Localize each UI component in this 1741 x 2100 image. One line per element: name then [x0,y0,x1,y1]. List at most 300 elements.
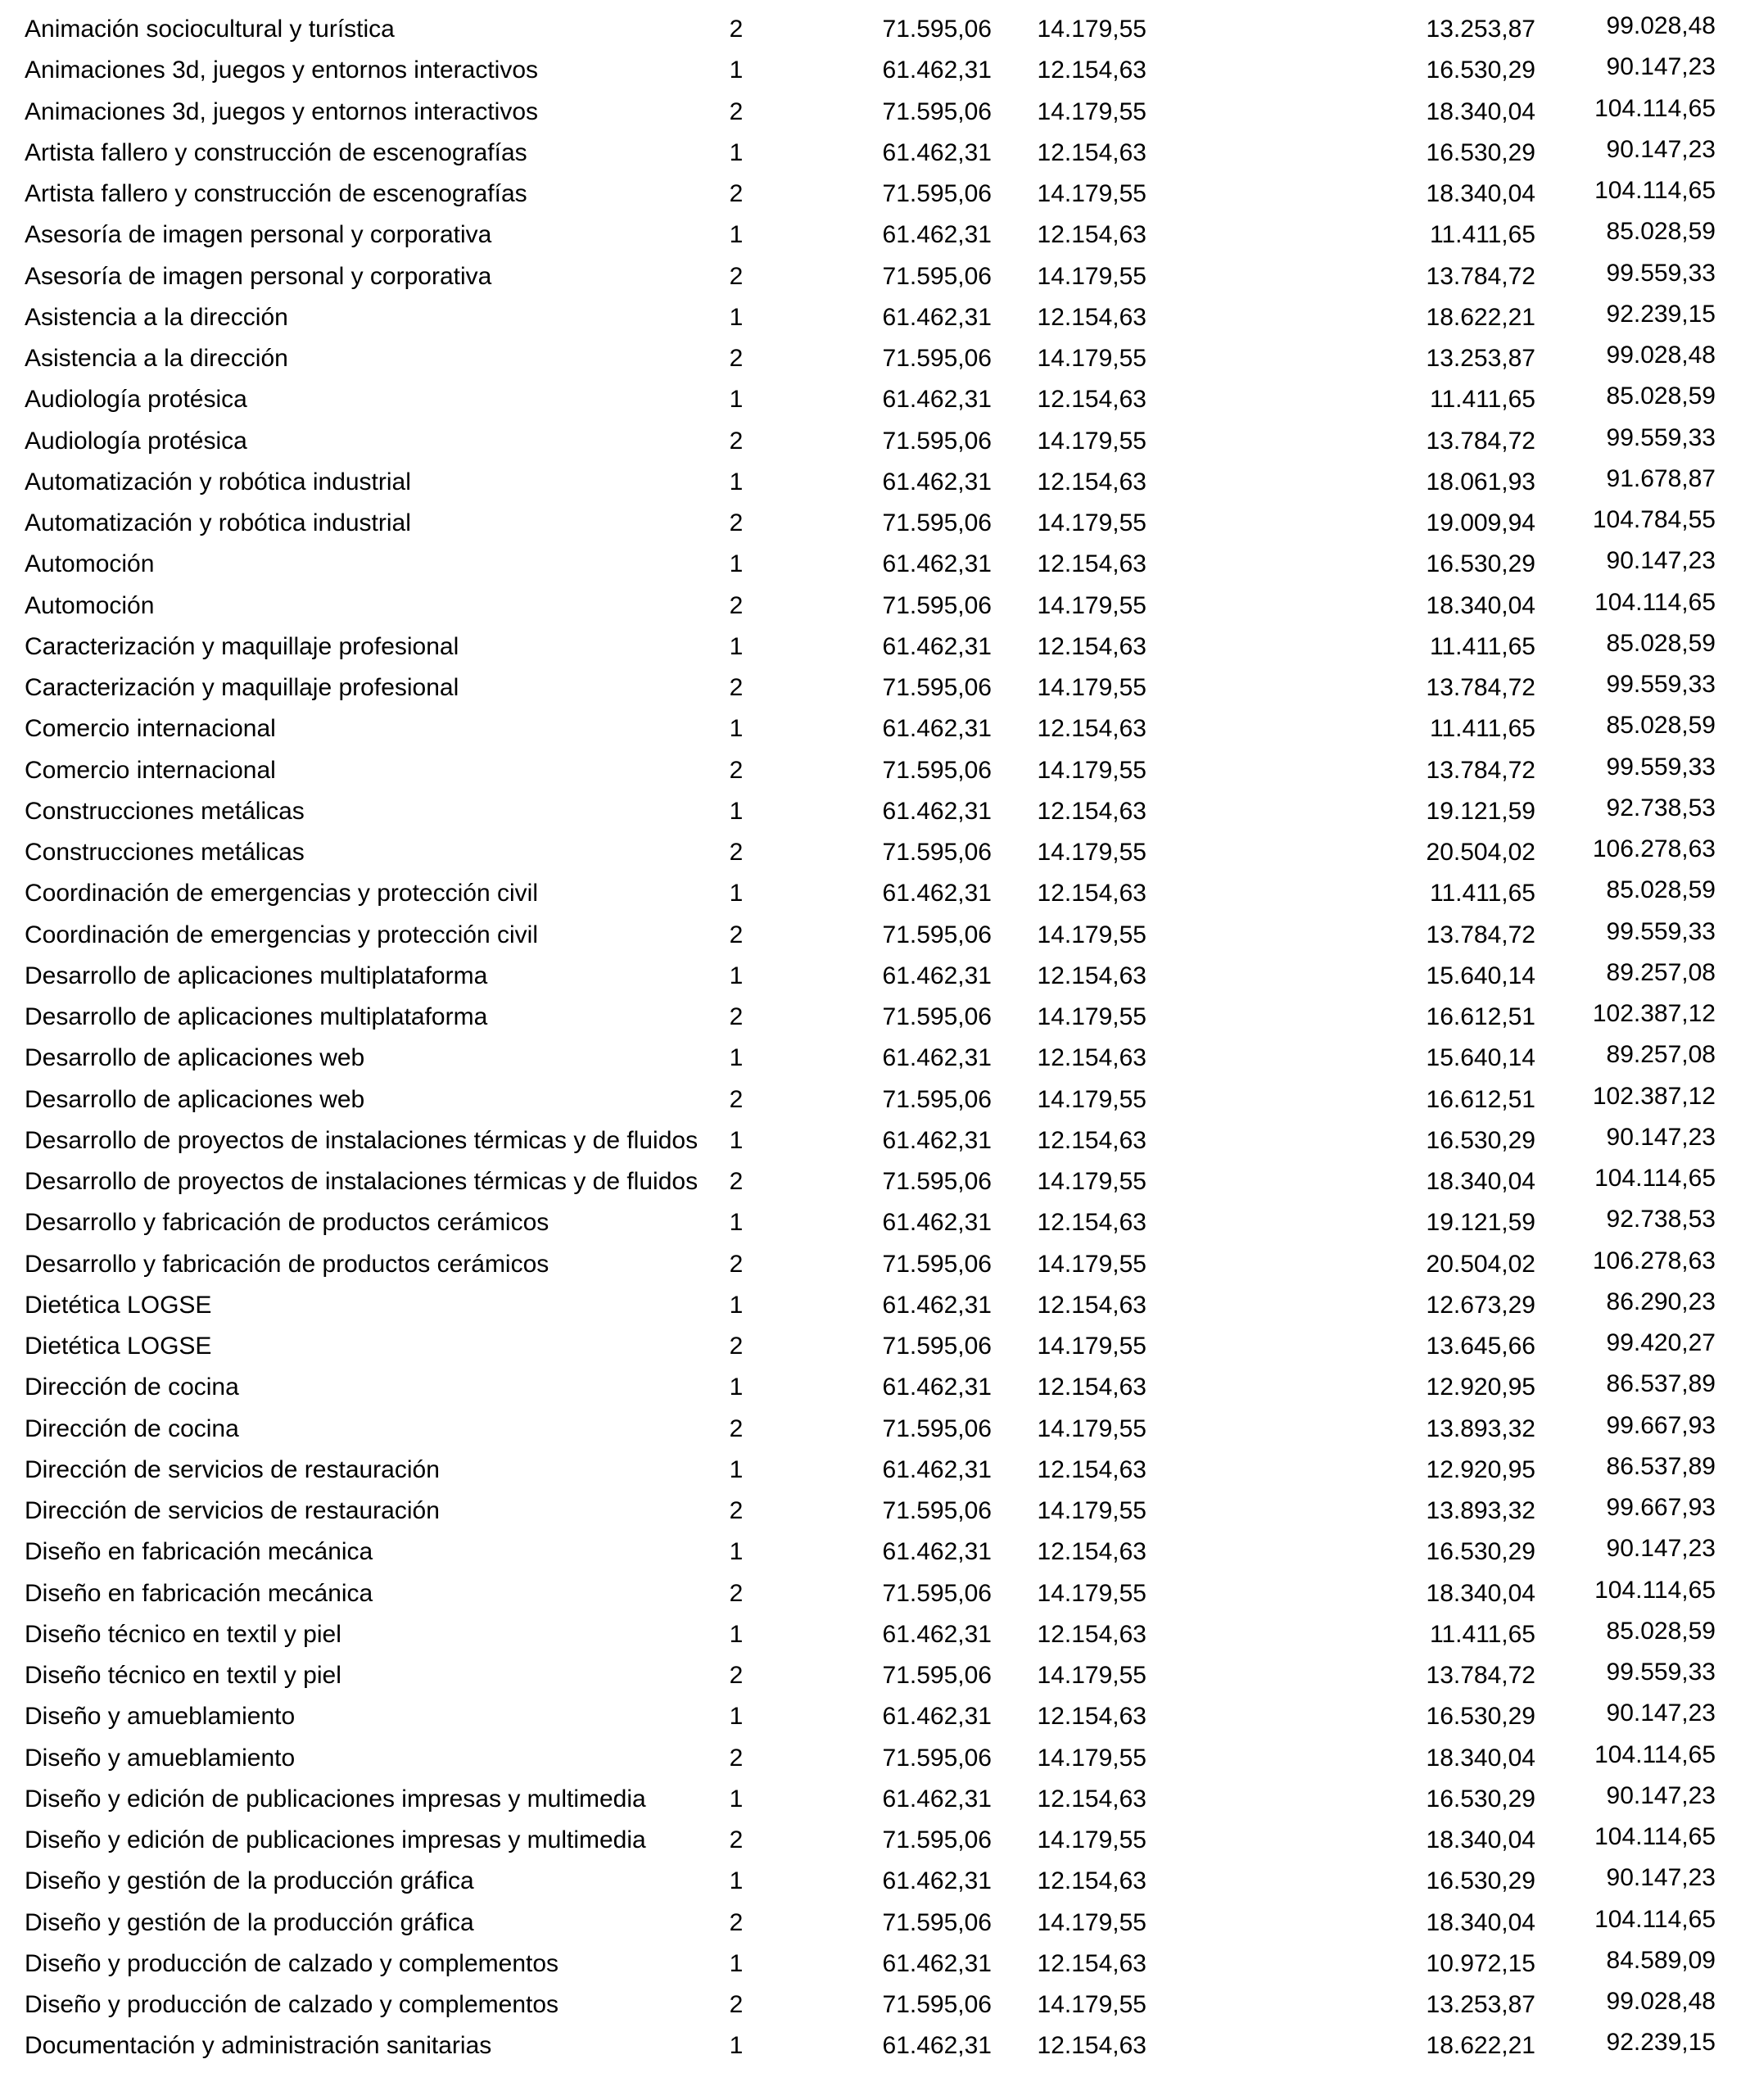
row-value-a-cell: 71.595,06 [882,509,992,536]
table-row [0,342,1741,383]
row-name-cell: Animación sociocultural y turística [25,16,395,43]
table-row [0,219,1741,260]
row-year-cell: 2 [729,1908,744,1936]
row-value-a-cell: 61.462,31 [882,57,992,84]
row-name-cell: Desarrollo de proyectos de instalaciones térmicas y de fluidos [25,1126,699,1154]
row-value-a-cell: 71.595,06 [882,839,992,866]
row-value-a-cell: 61.462,31 [882,550,992,578]
table-row [0,2030,1741,2071]
row-value-b-cell: 14.179,55 [1037,921,1146,948]
row-value-b-cell: 12.154,63 [1037,797,1146,825]
row-name-cell: Desarrollo de aplicaciones multiplataforma [25,962,488,989]
row-year-cell: 1 [729,1374,744,1401]
row-value-b-cell: 12.154,63 [1037,962,1146,989]
row-year-cell: 2 [729,674,744,701]
row-value-b-cell: 14.179,55 [1037,509,1146,536]
row-total-cell: 104.114,65 [1594,177,1716,204]
row-value-b-cell: 12.154,63 [1037,1374,1146,1401]
row-value-c-cell: 13.784,72 [1426,1662,1535,1689]
row-value-b-cell: 14.179,55 [1037,1991,1146,2018]
row-value-c-cell: 20.504,02 [1426,839,1535,866]
table-row [0,466,1741,507]
row-name-cell: Construcciones metálicas [25,839,305,866]
row-total-cell: 85.028,59 [1606,218,1716,246]
row-value-c-cell: 16.530,29 [1426,550,1535,578]
row-total-cell: 99.559,33 [1606,1659,1716,1686]
row-total-cell: 89.257,08 [1606,1041,1716,1069]
table-row [0,1824,1741,1865]
row-value-a-cell: 61.462,31 [882,1209,992,1237]
row-value-b-cell: 14.179,55 [1037,674,1146,701]
row-year-cell: 1 [729,962,744,989]
row-value-b-cell: 14.179,55 [1037,591,1146,619]
row-name-cell: Comercio internacional [25,715,276,743]
row-name-cell: Diseño y gestión de la producción gráfica [25,1908,474,1936]
row-value-b-cell: 12.154,63 [1037,1455,1146,1483]
table-row [0,178,1741,219]
row-value-a-cell: 61.462,31 [882,1785,992,1813]
row-value-c-cell: 18.061,93 [1426,468,1535,496]
row-value-c-cell: 13.784,72 [1426,756,1535,784]
row-total-cell: 104.784,55 [1592,506,1716,533]
table-row [0,301,1741,342]
row-name-cell: Audiología protésica [25,427,247,455]
row-value-c-cell: 12.920,95 [1426,1455,1535,1483]
row-name-cell: Automoción [25,550,155,578]
table-row [0,1371,1741,1412]
row-year-cell: 1 [729,221,744,249]
table-row [0,1454,1741,1495]
row-total-cell: 99.559,33 [1606,259,1716,287]
row-value-a-cell: 61.462,31 [882,1703,992,1731]
row-value-b-cell: 14.179,55 [1037,756,1146,784]
row-year-cell: 1 [729,1620,744,1648]
table-row [0,754,1741,795]
row-value-b-cell: 14.179,55 [1037,16,1146,43]
row-value-c-cell: 13.645,66 [1426,1333,1535,1360]
row-year-cell: 2 [729,97,744,125]
row-name-cell: Artista fallero y construcción de escenografías [25,138,527,166]
row-year-cell: 1 [729,386,744,414]
row-value-b-cell: 14.179,55 [1037,427,1146,455]
row-year-cell: 1 [729,1538,744,1566]
row-value-b-cell: 14.179,55 [1037,1497,1146,1524]
row-total-cell: 99.420,27 [1606,1329,1716,1356]
row-value-a-cell: 71.595,06 [882,1744,992,1772]
row-name-cell: Diseño en fabricación mecánica [25,1538,373,1566]
row-name-cell: Desarrollo de aplicaciones web [25,1044,365,1072]
row-value-c-cell: 11.411,65 [1429,386,1535,414]
row-value-c-cell: 11.411,65 [1429,715,1535,743]
row-year-cell: 1 [729,1867,744,1895]
row-value-b-cell: 14.179,55 [1037,1085,1146,1113]
row-name-cell: Automatización y robótica industrial [25,468,411,496]
row-name-cell: Asistencia a la dirección [25,303,288,331]
row-value-a-cell: 61.462,31 [882,303,992,331]
row-value-c-cell: 13.784,72 [1426,921,1535,948]
row-total-cell: 102.387,12 [1592,1082,1716,1110]
row-value-b-cell: 12.154,63 [1037,1949,1146,1977]
row-name-cell: Construcciones metálicas [25,797,305,825]
row-name-cell: Dirección de cocina [25,1374,239,1401]
row-value-b-cell: 14.179,55 [1037,1908,1146,1936]
row-value-b-cell: 14.179,55 [1037,1250,1146,1278]
row-total-cell: 99.559,33 [1606,423,1716,451]
row-total-cell: 90.147,23 [1606,1123,1716,1151]
row-value-a-cell: 61.462,31 [882,632,992,660]
row-name-cell: Asesoría de imagen personal y corporativa [25,221,492,249]
row-name-cell: Animaciones 3d, juegos y entornos interactivos [25,57,539,84]
row-total-cell: 106.278,63 [1592,835,1716,862]
row-name-cell: Dirección de servicios de restauración [25,1455,440,1483]
row-value-b-cell: 12.154,63 [1037,1785,1146,1813]
table-row [0,672,1741,713]
row-total-cell: 90.147,23 [1606,547,1716,575]
table-row [0,54,1741,95]
row-total-cell: 90.147,23 [1606,53,1716,81]
row-total-cell: 99.028,48 [1606,1988,1716,2015]
row-year-cell: 1 [729,57,744,84]
table-row [0,1001,1741,1042]
row-total-cell: 92.239,15 [1606,2029,1716,2057]
row-year-cell: 2 [729,16,744,43]
table-row [0,1865,1741,1906]
row-value-a-cell: 71.595,06 [882,180,992,207]
row-name-cell: Diseño y gestión de la producción gráfica [25,1867,474,1895]
row-value-a-cell: 61.462,31 [882,1538,992,1566]
row-value-b-cell: 14.179,55 [1037,1662,1146,1689]
row-total-cell: 89.257,08 [1606,958,1716,986]
row-value-c-cell: 13.893,32 [1426,1497,1535,1524]
row-value-c-cell: 16.612,51 [1426,1003,1535,1030]
row-value-c-cell: 19.121,59 [1426,797,1535,825]
row-value-c-cell: 13.893,32 [1426,1414,1535,1442]
row-value-b-cell: 12.154,63 [1037,1867,1146,1895]
row-value-c-cell: 19.121,59 [1426,1209,1535,1237]
table-row [0,960,1741,1001]
row-year-cell: 2 [729,262,744,290]
table-row [0,1700,1741,1741]
row-name-cell: Dietética LOGSE [25,1333,212,1360]
row-value-c-cell: 13.784,72 [1426,674,1535,701]
row-value-a-cell: 71.595,06 [882,1497,992,1524]
row-name-cell: Audiología protésica [25,386,247,414]
table-row [0,1948,1741,1989]
row-year-cell: 2 [729,756,744,784]
table-row [0,260,1741,301]
row-year-cell: 2 [729,345,744,372]
row-value-b-cell: 12.154,63 [1037,386,1146,414]
row-year-cell: 2 [729,1333,744,1360]
row-year-cell: 2 [729,921,744,948]
row-year-cell: 2 [729,839,744,866]
row-name-cell: Diseño y producción de calzado y complementos [25,1949,559,1977]
table-row [0,1659,1741,1700]
table-row [0,1577,1741,1618]
row-total-cell: 99.559,33 [1606,917,1716,945]
row-value-c-cell: 10.972,15 [1426,1949,1535,1977]
row-value-b-cell: 14.179,55 [1037,97,1146,125]
row-value-a-cell: 71.595,06 [882,262,992,290]
row-year-cell: 2 [729,1744,744,1772]
row-value-b-cell: 14.179,55 [1037,262,1146,290]
row-name-cell: Diseño y amueblamiento [25,1703,296,1731]
row-year-cell: 2 [729,1003,744,1030]
table-row [0,836,1741,877]
row-name-cell: Diseño y amueblamiento [25,1744,296,1772]
row-value-c-cell: 16.530,29 [1426,1785,1535,1813]
row-value-a-cell: 61.462,31 [882,1867,992,1895]
row-value-a-cell: 61.462,31 [882,1291,992,1319]
row-value-c-cell: 13.784,72 [1426,262,1535,290]
row-name-cell: Documentación y administración sanitarias [25,2032,492,2060]
row-total-cell: 85.028,59 [1606,712,1716,740]
table-row [0,713,1741,754]
table-row [0,631,1741,672]
row-value-c-cell: 16.612,51 [1426,1085,1535,1113]
row-value-b-cell: 12.154,63 [1037,1126,1146,1154]
row-value-c-cell: 12.920,95 [1426,1374,1535,1401]
table-row [0,1413,1741,1454]
row-value-b-cell: 12.154,63 [1037,221,1146,249]
row-value-b-cell: 14.179,55 [1037,1826,1146,1853]
row-total-cell: 86.537,89 [1606,1370,1716,1398]
row-name-cell: Desarrollo de aplicaciones multiplataforma [25,1003,488,1030]
row-value-a-cell: 61.462,31 [882,715,992,743]
table-row [0,548,1741,589]
row-total-cell: 92.239,15 [1606,300,1716,328]
table-row [0,1618,1741,1659]
row-year-cell: 1 [729,1126,744,1154]
row-value-b-cell: 12.154,63 [1037,1538,1146,1566]
row-year-cell: 1 [729,1455,744,1483]
row-value-b-cell: 12.154,63 [1037,468,1146,496]
row-total-cell: 86.290,23 [1606,1288,1716,1315]
row-year-cell: 2 [729,591,744,619]
row-value-b-cell: 12.154,63 [1037,1620,1146,1648]
row-value-b-cell: 12.154,63 [1037,2032,1146,2060]
row-total-cell: 85.028,59 [1606,1617,1716,1645]
row-value-b-cell: 12.154,63 [1037,632,1146,660]
table-row [0,1206,1741,1247]
table-row [0,507,1741,548]
row-total-cell: 104.114,65 [1594,588,1716,616]
row-value-c-cell: 11.411,65 [1429,632,1535,660]
row-value-c-cell: 11.411,65 [1429,1620,1535,1648]
row-year-cell: 2 [729,1250,744,1278]
row-total-cell: 84.589,09 [1606,1946,1716,1974]
table-row [0,1330,1741,1371]
row-year-cell: 1 [729,880,744,907]
table-row [0,1783,1741,1824]
row-value-a-cell: 71.595,06 [882,1826,992,1853]
row-name-cell: Automoción [25,591,155,619]
row-year-cell: 2 [729,1497,744,1524]
row-value-a-cell: 71.595,06 [882,1333,992,1360]
row-total-cell: 99.667,93 [1606,1411,1716,1439]
row-value-c-cell: 18.340,04 [1426,1168,1535,1195]
row-value-a-cell: 71.595,06 [882,591,992,619]
row-value-b-cell: 14.179,55 [1037,1003,1146,1030]
row-name-cell: Coordinación de emergencias y protección civil [25,921,538,948]
row-year-cell: 1 [729,632,744,660]
row-value-b-cell: 12.154,63 [1037,550,1146,578]
row-value-a-cell: 71.595,06 [882,1662,992,1689]
row-name-cell: Desarrollo de proyectos de instalaciones térmicas y de fluidos [25,1168,699,1195]
row-value-a-cell: 71.595,06 [882,1168,992,1195]
row-year-cell: 1 [729,138,744,166]
row-value-c-cell: 20.504,02 [1426,1250,1535,1278]
table-row [0,96,1741,137]
row-year-cell: 2 [729,1991,744,2018]
row-value-b-cell: 14.179,55 [1037,1168,1146,1195]
row-year-cell: 2 [729,180,744,207]
row-total-cell: 85.028,59 [1606,382,1716,410]
row-name-cell: Caracterización y maquillaje profesional [25,674,459,701]
row-value-c-cell: 18.622,21 [1426,2032,1535,2060]
row-value-c-cell: 16.530,29 [1426,57,1535,84]
table-row [0,1289,1741,1330]
row-total-cell: 106.278,63 [1592,1247,1716,1274]
row-value-b-cell: 12.154,63 [1037,57,1146,84]
row-value-c-cell: 15.640,14 [1426,1044,1535,1072]
row-value-a-cell: 61.462,31 [882,2032,992,2060]
row-value-c-cell: 15.640,14 [1426,962,1535,989]
row-value-c-cell: 13.253,87 [1426,16,1535,43]
row-value-a-cell: 71.595,06 [882,97,992,125]
row-year-cell: 1 [729,1291,744,1319]
row-total-cell: 99.028,48 [1606,342,1716,369]
row-value-b-cell: 12.154,63 [1037,1209,1146,1237]
row-name-cell: Coordinación de emergencias y protección civil [25,880,538,907]
table-row [0,1989,1741,2030]
row-value-c-cell: 16.530,29 [1426,1867,1535,1895]
row-total-cell: 90.147,23 [1606,1535,1716,1563]
row-value-c-cell: 18.340,04 [1426,1579,1535,1607]
row-value-b-cell: 12.154,63 [1037,1044,1146,1072]
row-name-cell: Dietética LOGSE [25,1291,212,1319]
row-total-cell: 99.028,48 [1606,12,1716,39]
table-row [0,425,1741,466]
row-value-c-cell: 16.530,29 [1426,138,1535,166]
row-year-cell: 2 [729,1414,744,1442]
row-total-cell: 99.667,93 [1606,1494,1716,1521]
row-year-cell: 2 [729,509,744,536]
row-name-cell: Dirección de servicios de restauración [25,1497,440,1524]
row-year-cell: 1 [729,1949,744,1977]
row-year-cell: 2 [729,427,744,455]
table-row [0,1495,1741,1536]
row-name-cell: Diseño y edición de publicaciones impresas y multimedia [25,1826,646,1853]
row-value-c-cell: 18.622,21 [1426,303,1535,331]
row-value-b-cell: 12.154,63 [1037,880,1146,907]
row-year-cell: 1 [729,1785,744,1813]
data-table [0,13,1741,2071]
row-name-cell: Asesoría de imagen personal y corporativa [25,262,492,290]
row-value-a-cell: 71.595,06 [882,345,992,372]
row-value-a-cell: 71.595,06 [882,1908,992,1936]
row-value-b-cell: 12.154,63 [1037,1291,1146,1319]
row-total-cell: 104.114,65 [1594,1740,1716,1768]
row-year-cell: 1 [729,550,744,578]
row-name-cell: Diseño y producción de calzado y complementos [25,1991,559,2018]
row-total-cell: 104.114,65 [1594,1905,1716,1933]
row-value-c-cell: 18.340,04 [1426,1826,1535,1853]
row-name-cell: Animaciones 3d, juegos y entornos interactivos [25,97,539,125]
row-value-c-cell: 12.673,29 [1426,1291,1535,1319]
row-total-cell: 92.738,53 [1606,794,1716,821]
table-row [0,1742,1741,1783]
row-value-c-cell: 18.340,04 [1426,1744,1535,1772]
table-row [0,13,1741,54]
row-year-cell: 2 [729,1085,744,1113]
row-value-a-cell: 71.595,06 [882,674,992,701]
table-row [0,1084,1741,1125]
row-value-c-cell: 18.340,04 [1426,591,1535,619]
row-value-c-cell: 18.340,04 [1426,97,1535,125]
row-year-cell: 1 [729,797,744,825]
table-row [0,137,1741,178]
row-total-cell: 90.147,23 [1606,1699,1716,1727]
row-name-cell: Automatización y robótica industrial [25,509,411,536]
row-value-c-cell: 16.530,29 [1426,1126,1535,1154]
row-value-a-cell: 61.462,31 [882,797,992,825]
row-year-cell: 1 [729,2032,744,2060]
row-value-c-cell: 13.253,87 [1426,1991,1535,2018]
row-name-cell: Diseño en fabricación mecánica [25,1579,373,1607]
row-value-a-cell: 71.595,06 [882,921,992,948]
row-year-cell: 1 [729,715,744,743]
row-name-cell: Desarrollo de aplicaciones web [25,1085,365,1113]
table-row [0,590,1741,631]
row-total-cell: 91.678,87 [1606,464,1716,492]
row-value-a-cell: 61.462,31 [882,138,992,166]
row-value-b-cell: 14.179,55 [1037,1744,1146,1772]
row-name-cell: Artista fallero y construcción de escenografías [25,180,527,207]
row-value-a-cell: 71.595,06 [882,1085,992,1113]
row-value-b-cell: 14.179,55 [1037,180,1146,207]
table-row [0,383,1741,424]
row-total-cell: 104.114,65 [1594,1576,1716,1604]
row-year-cell: 1 [729,1703,744,1731]
row-value-c-cell: 16.530,29 [1426,1703,1535,1731]
row-value-a-cell: 61.462,31 [882,1044,992,1072]
row-value-b-cell: 12.154,63 [1037,1703,1146,1731]
row-total-cell: 92.738,53 [1606,1206,1716,1233]
row-name-cell: Caracterización y maquillaje profesional [25,632,459,660]
row-value-a-cell: 61.462,31 [882,386,992,414]
row-value-a-cell: 71.595,06 [882,1003,992,1030]
row-year-cell: 2 [729,1662,744,1689]
row-value-b-cell: 14.179,55 [1037,345,1146,372]
row-total-cell: 99.559,33 [1606,753,1716,781]
row-value-b-cell: 12.154,63 [1037,715,1146,743]
row-value-b-cell: 14.179,55 [1037,1579,1146,1607]
row-year-cell: 2 [729,1168,744,1195]
row-value-c-cell: 13.784,72 [1426,427,1535,455]
row-value-a-cell: 71.595,06 [882,427,992,455]
row-name-cell: Desarrollo y fabricación de productos cerámicos [25,1209,549,1237]
row-name-cell: Comercio internacional [25,756,276,784]
row-value-a-cell: 61.462,31 [882,1455,992,1483]
row-value-b-cell: 12.154,63 [1037,303,1146,331]
row-name-cell: Desarrollo y fabricación de productos cerámicos [25,1250,549,1278]
row-value-c-cell: 18.340,04 [1426,180,1535,207]
row-value-c-cell: 11.411,65 [1429,221,1535,249]
table-row [0,795,1741,836]
row-value-c-cell: 18.340,04 [1426,1908,1535,1936]
row-value-a-cell: 71.595,06 [882,1414,992,1442]
